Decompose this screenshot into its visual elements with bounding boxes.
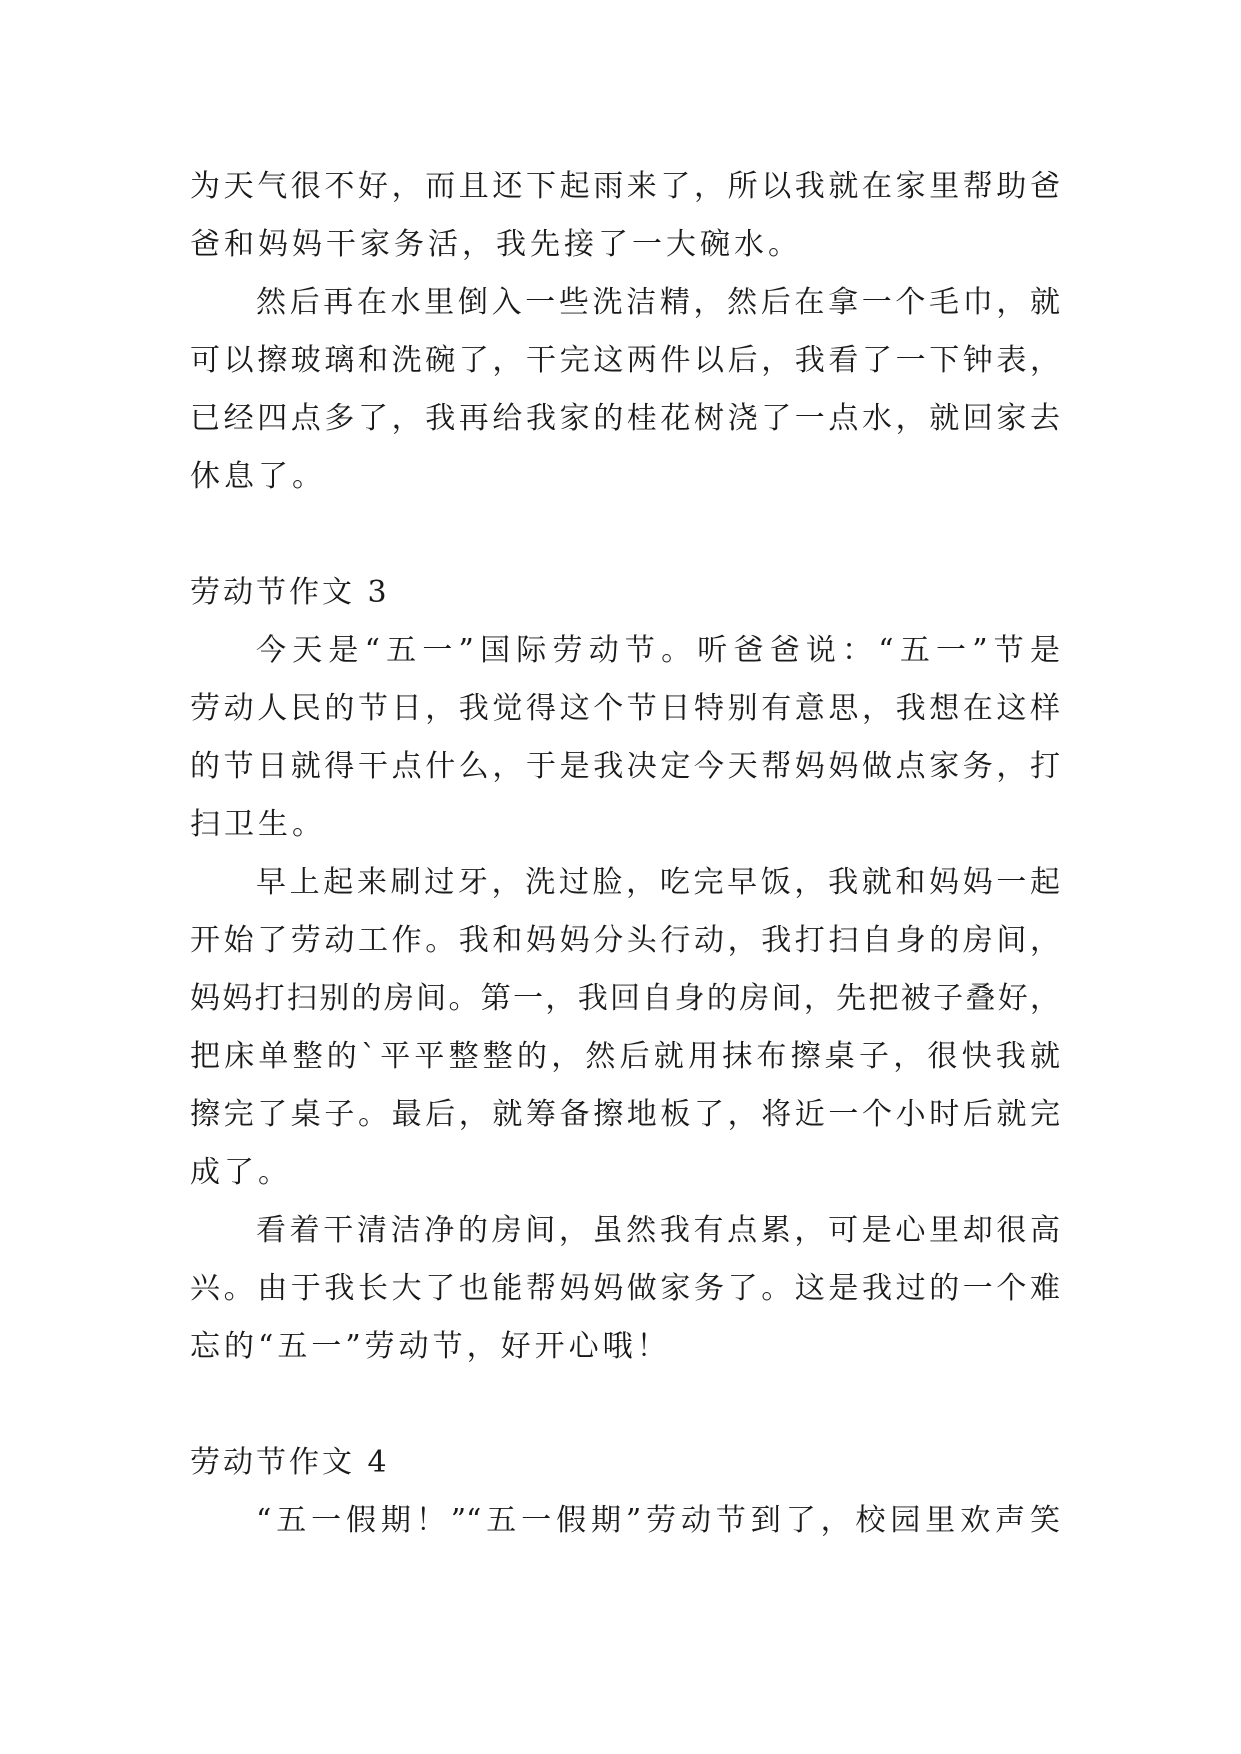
- paragraph-line: 的节日就得干点什么，于是我决定今天帮妈妈做点家务，打: [190, 749, 1060, 784]
- paragraph-line: 劳动人民的节日，我觉得这个节日特别有意思，我想在这样: [190, 691, 1060, 726]
- paragraph-line: 看着干清洁净的房间，虽然我有点累，可是心里却很高: [256, 1213, 1060, 1248]
- paragraph-line: 成了。: [190, 1155, 292, 1190]
- section-gap: [190, 1376, 1060, 1434]
- section-gap: [190, 506, 1060, 564]
- paragraph-line: 忘的“五一”劳动节，好开心哦！: [190, 1329, 671, 1364]
- paragraph-line: 兴。由于我长大了也能帮妈妈做家务了。这是我过的一个难: [190, 1271, 1060, 1306]
- paragraph-line: 擦完了桌子。最后，就筹备擦地板了，将近一个小时后就完: [190, 1097, 1060, 1132]
- paragraph-line: “五一假期！”“五一假期”劳动节到了，校园里欢声笑: [256, 1503, 1060, 1538]
- paragraph-line: 早上起来刷过牙，洗过脸，吃完早饭，我就和妈妈一起: [256, 865, 1060, 900]
- section-heading: 劳动节作文 4: [190, 1445, 390, 1480]
- paragraph-line: 妈妈打扫别的房间。第一，我回自身的房间，先把被子叠好，: [190, 981, 1060, 1016]
- paragraph-line: 把床单整的`平平整整的，然后就用抹布擦桌子，很快我就: [190, 1039, 1060, 1074]
- paragraph-line: 今天是“五一”国际劳动节。听爸爸说：“五一”节是: [256, 633, 1060, 668]
- paragraph-line: 然后再在水里倒入一些洗洁精，然后在拿一个毛巾，就: [256, 285, 1060, 320]
- paragraph-line: 休息了。: [190, 459, 326, 494]
- paragraph-line: 扫卫生。: [190, 807, 326, 842]
- paragraph-line: 爸和妈妈干家务活，我先接了一大碗水。: [190, 227, 802, 262]
- document-page: [190, 158, 1060, 1550]
- paragraph-line: 为天气很不好，而且还下起雨来了，所以我就在家里帮助爸: [190, 169, 1060, 204]
- paragraph-line: 已经四点多了，我再给我家的桂花树浇了一点水，就回家去: [190, 401, 1060, 436]
- paragraph-line: 开始了劳动工作。我和妈妈分头行动，我打扫自身的房间，: [190, 923, 1060, 958]
- section-heading: 劳动节作文 3: [190, 575, 390, 610]
- paragraph-line: 可以擦玻璃和洗碗了，干完这两件以后，我看了一下钟表，: [190, 343, 1060, 378]
